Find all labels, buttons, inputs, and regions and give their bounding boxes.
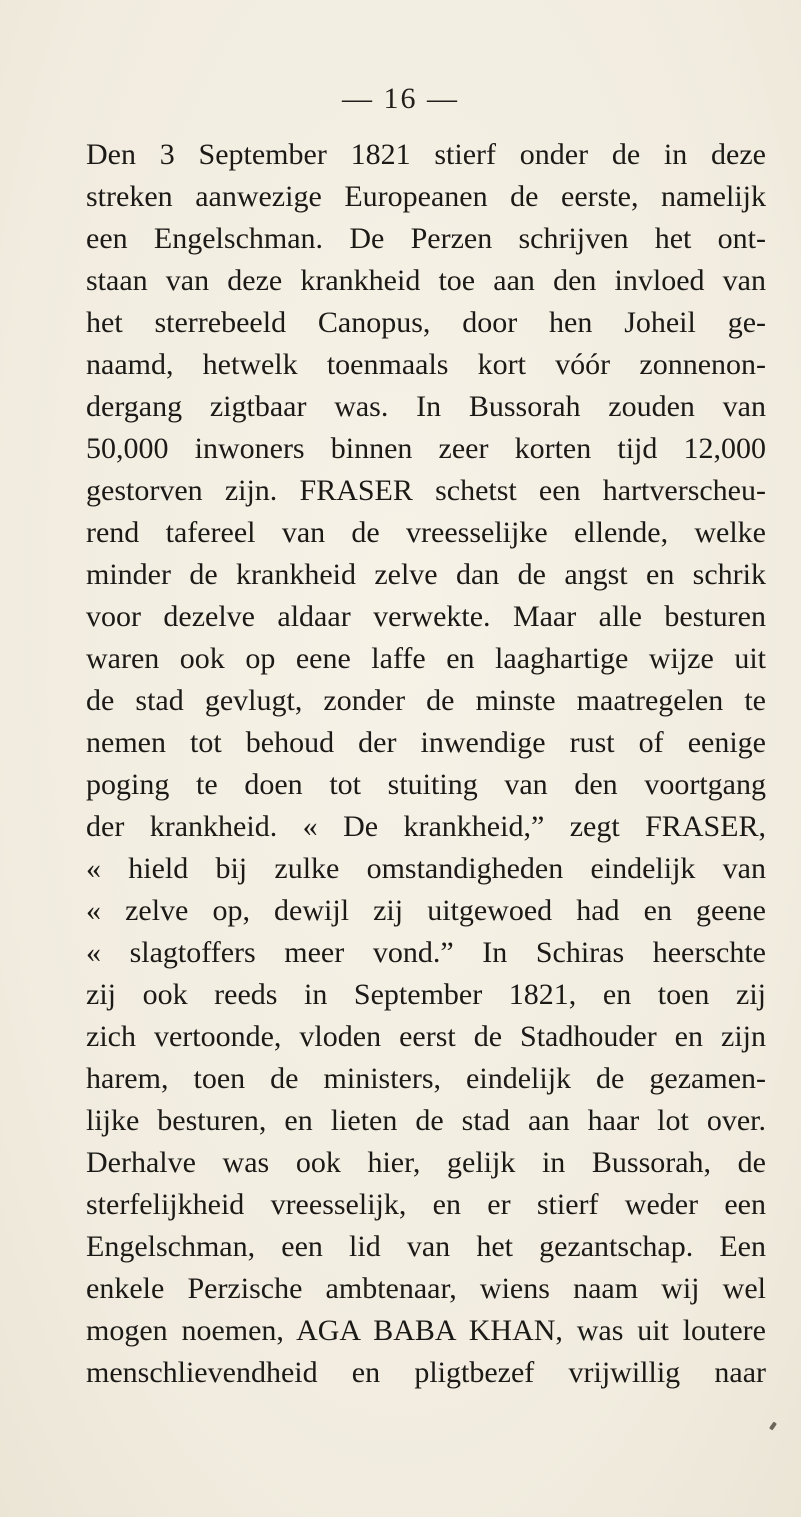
text-line: voor dezelve aldaar verwekte. Maar alle besturen [86, 600, 766, 633]
text-line: minder de krankheid zelve dan de angst en schrik [86, 558, 766, 591]
text-line: mogen noemen, AGA BABA KHAN, was uit loutere [86, 1314, 766, 1347]
body-text [86, 134, 766, 1394]
text-line: naamd, hetwelk toenmaals kort vóór zonnenon- [86, 348, 766, 381]
text-line: nemen tot behoud der inwendige rust of eenige [86, 726, 766, 759]
text-line: « slagtoffers meer vond.” In Schiras heerschte [86, 936, 766, 969]
text-line: de stad gevlugt, zonder de minste maatregelen te [86, 684, 766, 717]
text-line: menschlievendheid en pligtbezef vrijwillig naar [86, 1356, 766, 1389]
text-line: Den 3 September 1821 stierf onder de in deze [86, 138, 766, 171]
text-line: lijke besturen, en lieten de stad aan haar lot over. [86, 1104, 766, 1137]
text-line: harem, toen de ministers, eindelijk de gezamen- [86, 1062, 766, 1095]
text-line: « zelve op, dewijl zij uitgewoed had en geene [86, 894, 766, 927]
text-line: Engelschman, een lid van het gezantschap. Een [86, 1230, 766, 1263]
text-line: « hield bij zulke omstandigheden eindelijk van [86, 852, 766, 885]
page-number-header: — 16 — [342, 82, 459, 115]
text-line: dergang zigtbaar was. In Bussorah zouden van [86, 390, 766, 423]
text-line: staan van deze krankheid toe aan den invloed van [86, 264, 766, 297]
text-line: der krankheid. « De krankheid,” zegt FRASER, [86, 810, 766, 843]
text-line: Derhalve was ook hier, gelijk in Bussorah, de [86, 1146, 766, 1179]
text-line: zich vertoonde, vloden eerst de Stadhouder en zijn [86, 1020, 766, 1053]
text-line: sterfelijkheid vreesselijk, en er stierf weder een [86, 1188, 766, 1221]
text-line: poging te doen tot stuiting van den voortgang [86, 768, 766, 801]
text-line: waren ook op eene laffe en laaghartige wijze uit [86, 642, 766, 675]
text-line: rend tafereel van de vreesselijke ellende, welke [86, 516, 766, 549]
text-line: een Engelschman. De Perzen schrijven het ont- [86, 222, 766, 255]
text-line: 50,000 inwoners binnen zeer korten tijd 12,000 [86, 432, 766, 465]
text-line: zij ook reeds in September 1821, en toen zij [86, 978, 766, 1011]
text-line: enkele Perzische ambtenaar, wiens naam wij wel [86, 1272, 766, 1305]
text-line: streken aanwezige Europeanen de eerste, namelijk [86, 180, 766, 213]
text-line: gestorven zijn. FRASER schetst een hartverscheu- [86, 474, 766, 507]
text-line: het sterrebeeld Canopus, door hen Joheil ge- [86, 306, 766, 339]
ink-speck [769, 1422, 777, 1431]
